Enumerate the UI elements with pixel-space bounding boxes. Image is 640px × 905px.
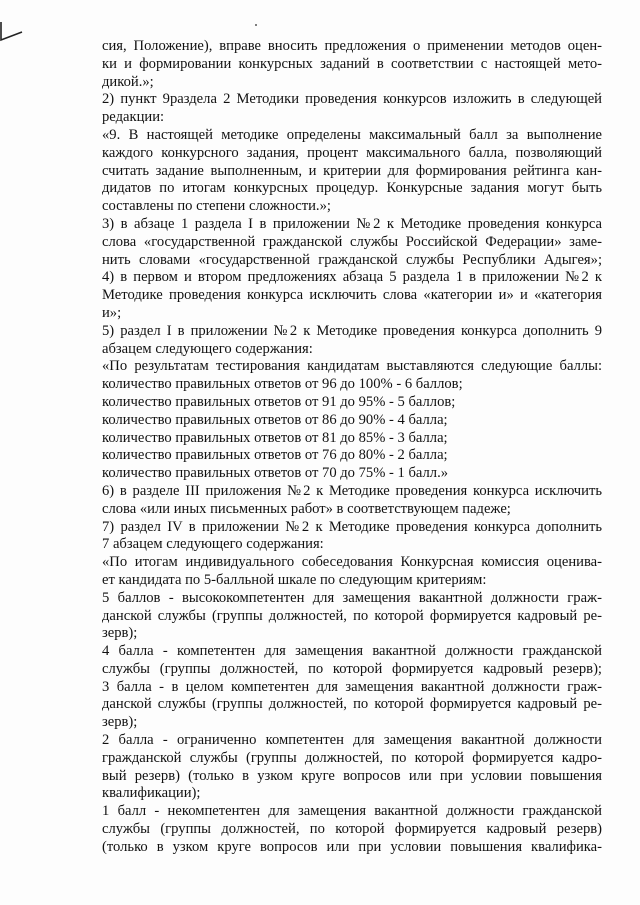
text-line: 6) в разделе III приложения №2 к Методике проведения конкурса исключить — [102, 482, 602, 499]
text-line: количество правильных ответов от 86 до 90% - 4 балла; — [102, 411, 448, 428]
text-line: 3) в абзаце 1 раздела I в приложении №2 к Методике проведения конкурса — [102, 215, 602, 232]
scan-speck — [255, 24, 257, 26]
text-line: вый резерв) (только в узком круге вопросов или при условии повышения — [102, 767, 602, 784]
text-line: дидатов по итогам конкурсных процедур. Конкурсные задания могут быть — [102, 180, 602, 197]
text-line: зерв); — [102, 714, 138, 731]
scan-corner-mark — [0, 16, 26, 42]
text-line: 4) в первом и втором предложениях абзаца 5 раздела 1 в приложении №2 к — [102, 269, 602, 286]
text-line: службы (группы должностей, по которой формируется кадровый резерв); — [102, 660, 602, 677]
text-line: абзацем следующего содержания: — [102, 340, 313, 357]
text-line: и»; — [102, 304, 122, 321]
text-line: нить словами «государственной гражданской службы Республики Адыгея»; — [102, 251, 602, 268]
text-line: сия, Положение), вправе вносить предложения о применении методов оцен- — [102, 38, 602, 54]
text-line: дикой.»; — [102, 73, 154, 90]
text-line: 7) раздел IV в приложении №2 к Методике проведения конкурса дополнить — [102, 518, 602, 535]
text-line: каждого конкурсного задания, процент максимального балла, позволяющий — [102, 144, 602, 161]
text-line: ет кандидата по 5-балльной шкале по следующим критериям: — [102, 571, 487, 588]
document-body — [102, 38, 602, 857]
text-line: 2 балла - ограниченно компетентен для замещения вакантной должности — [102, 732, 602, 749]
text-line: данской службы (группы должностей, по которой формируется кадровый ре- — [102, 696, 602, 713]
text-line: Методике проведения конкурса исключить слова «категории и» и «категория — [102, 287, 602, 304]
text-line: слова «государственной гражданской службы Российской Федерации» заме- — [102, 233, 602, 250]
text-line: количество правильных ответов от 96 до 100% - 6 баллов; — [102, 376, 463, 393]
text-line: количество правильных ответов от 81 до 85% - 3 балла; — [102, 429, 448, 446]
text-line: 4 балла - компетентен для замещения вакантной должности гражданской — [102, 643, 602, 660]
text-line: 7 абзацем следующего содержания: — [102, 536, 324, 553]
text-line: составлены по степени сложности.»; — [102, 198, 331, 215]
text-line: 5) раздел I в приложении №2 к Методике проведения конкурса дополнить 9 — [102, 322, 602, 339]
text-line: 2) пункт 9раздела 2 Методики проведения конкурсов изложить в следующей — [102, 91, 602, 108]
text-line: (только в узком круге вопросов или при условии повышения квалифика- — [102, 838, 602, 855]
text-line: количество правильных ответов от 91 до 95% - 5 баллов; — [102, 393, 456, 410]
text-line: «По итогам индивидуального собеседования Конкурсная комиссия оценива- — [102, 554, 602, 571]
text-line: считать задание выполненным, и критерии для формирования рейтинга кан- — [102, 162, 602, 179]
text-line: 1 балл - некомпетентен для замещения вакантной должности гражданской — [102, 803, 602, 820]
text-line: количество правильных ответов от 70 до 75% - 1 балл.» — [102, 465, 449, 482]
text-line: «9. В настоящей методике определены максимальный балл за выполнение — [102, 126, 602, 143]
text-line: службы (группы должностей, по которой формируется кадровый резерв) — [102, 821, 602, 838]
text-line: гражданской службы (группы должностей, по которой формируется кадро- — [102, 749, 602, 766]
text-line: слова «или иных письменных работ» в соответствующем падеже; — [102, 500, 511, 517]
text-line: ки и формировании конкурсных заданий в соответствии с настоящей мето- — [102, 55, 602, 72]
text-line: зерв); — [102, 625, 138, 642]
text-line: редакции: — [102, 109, 165, 126]
text-line: количество правильных ответов от 76 до 80% - 2 балла; — [102, 447, 448, 464]
text-line: 5 баллов - высококомпетентен для замещения вакантной должности граж- — [102, 589, 602, 606]
text-line: «По результатам тестирования кандидатам выставляются следующие баллы: — [102, 358, 602, 375]
text-line: данской службы (группы должностей, по которой формируется кадровый ре- — [102, 607, 602, 624]
text-line: 3 балла - в целом компетентен для замещения вакантной должности граж- — [102, 678, 602, 695]
text-line: квалификации); — [102, 785, 201, 802]
